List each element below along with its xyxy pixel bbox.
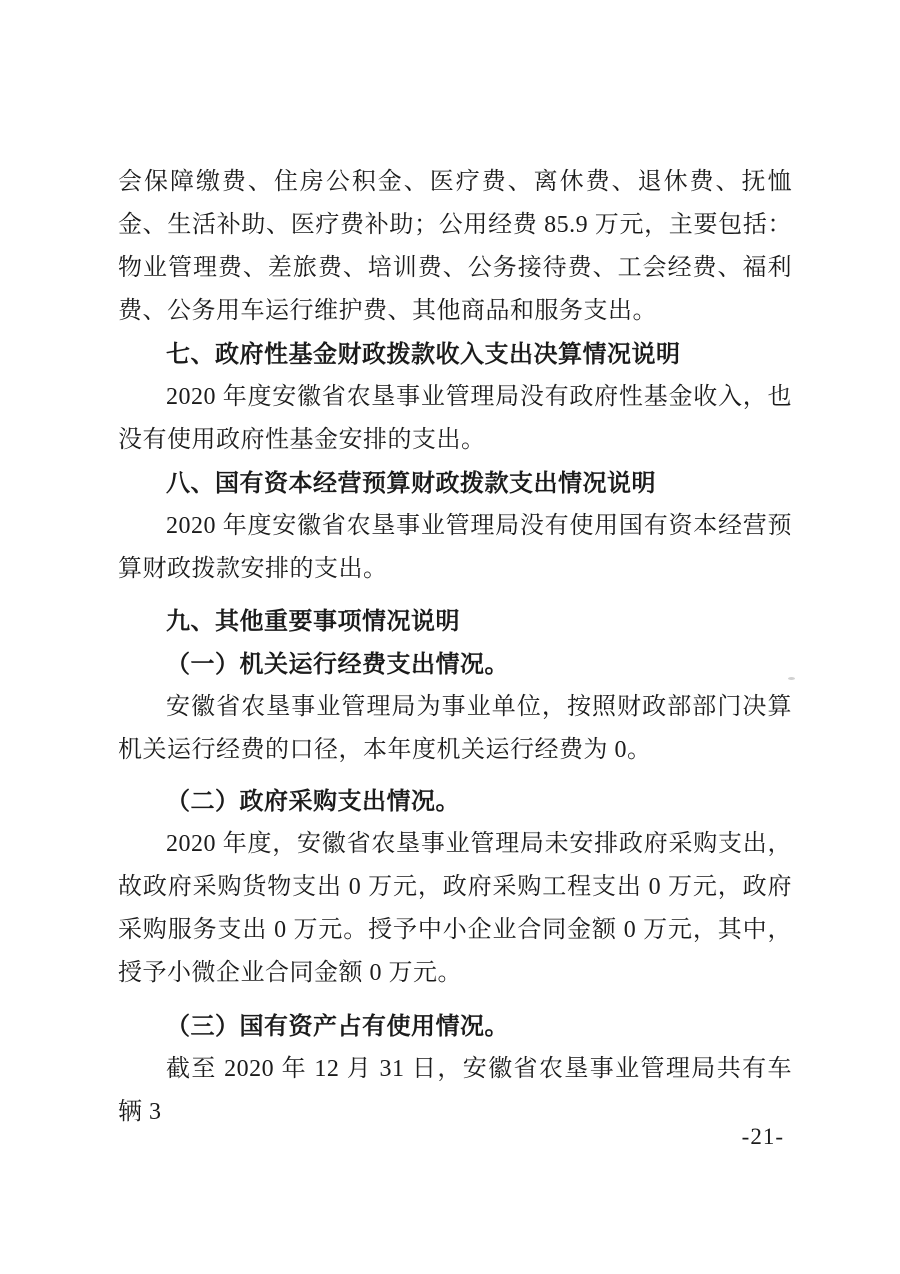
body-paragraph-procurement: 2020 年度，安徽省农垦事业管理局未安排政府采购支出，故政府采购货物支出 0 万元，政府采购工程支出 0 万元，政府采购服务支出 0 万元。授予中小企业合同金额 0 万元，其中，授予小微企业合同金额 0 万元。 [118, 831, 792, 986]
scan-smudge-artifact [788, 677, 795, 680]
section-heading-8-state-capital: 八、国有资本经营预算财政拨款支出情况说明 [166, 470, 656, 497]
section-heading-7-government-funds: 七、政府性基金财政拨款收入支出决算情况说明 [166, 341, 681, 368]
body-paragraph-state-capital: 2020 年度安徽省农垦事业管理局没有使用国有资本经营预算财政拨款安排的支出。 [118, 513, 792, 582]
body-paragraph-government-funds: 2020 年度安徽省农垦事业管理局没有政府性基金收入，也没有使用政府性基金安排的支出。 [118, 384, 792, 453]
section-heading-9-other-matters: 九、其他重要事项情况说明 [166, 608, 460, 635]
body-paragraph-expense-breakdown: 会保障缴费、住房公积金、医疗费、离休费、退休费、抚恤金、生活补助、医疗费补助；公用经费 85.9 万元，主要包括：物业管理费、差旅费、培训费、公务接待费、工会经费、福利费、公务用车运行维护费、其他商品和服务支出。 [118, 169, 792, 324]
body-paragraph-state-assets: 截至 2020 年 12 月 31 日，安徽省农垦事业管理局共有车辆 3 [118, 1056, 792, 1125]
subsection-heading-1-operating-expenses: （一）机关运行经费支出情况。 [166, 651, 509, 678]
body-paragraph-operating-expenses: 安徽省农垦事业管理局为事业单位，按照财政部部门决算机关运行经费的口径，本年度机关运行经费为 0。 [118, 694, 792, 763]
page-number: -21- [741, 1124, 784, 1149]
subsection-heading-3-state-assets: （三）国有资产占有使用情况。 [166, 1013, 509, 1040]
subsection-heading-2-procurement: （二）政府采购支出情况。 [166, 788, 460, 815]
document-body [118, 161, 792, 1134]
